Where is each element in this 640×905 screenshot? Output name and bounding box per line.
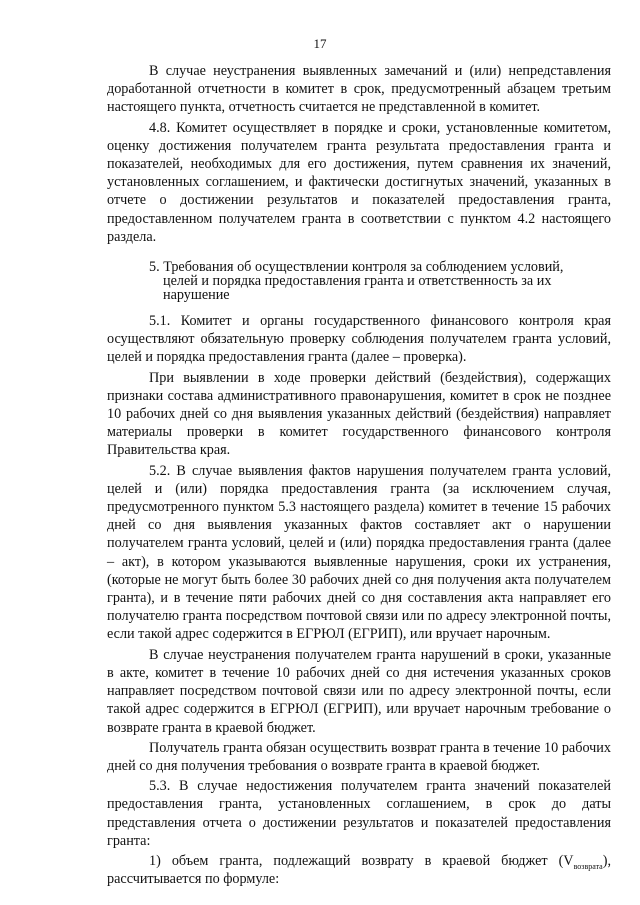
section-heading-line: целей и порядка предоставления гранта и ответственность за их: [163, 273, 552, 290]
formula-text-after: ), рассчитывается по формуле:: [107, 852, 611, 888]
paragraph-return-obligation: Получатель гранта обязан осуществить возврат гранта в течение 10 рабочих дней со дня получения требования о возврате гранта в краевой бюджет.: [107, 739, 611, 774]
paragraph-reporting-deficiencies: В случае неустранения выявленных замечаний и (или) непредставления доработанной отчетности в комитет в срок, предусмотренный абзацем третьим настоящего пункта, отчетность считается не представленной в комитет.: [107, 63, 611, 116]
paragraph-5-2: 5.2. В случае выявления фактов нарушения получателем гранта условий, целей и (или) порядка предоставления гранта (за исключением случая, предусмотренного пунктом 5.3 настоящего раздела) комитет в течение 15 рабочих дней со дня выявления указанных фактов составляет акт о нарушении получателем гранта условий, целей и (или) порядка предоставления гранта (далее – акт), в котором указываются выявленные нарушения, сроки их устранения, (которые не могут быть более 30 рабочих дней со дня получения акта получателем гранта), и в течение пяти рабочих дней со дня составления акта направляет его получателю гранта посредством почтовой связи или по адресу электронной почты, если такой адрес содержится в ЕГРЮЛ (ЕГРИП), или вручает нарочным.: [107, 462, 611, 643]
section-heading-line: нарушение: [163, 287, 230, 304]
paragraph-formula-item: [107, 852, 611, 888]
section-heading-line: 5. Требования об осуществлении контроля за соблюдением условий,: [149, 259, 564, 276]
page-number: 17: [313, 36, 327, 51]
formula-subscript: возврата: [573, 861, 603, 871]
paragraph-admin-violation: При выявлении в ходе проверки действий (бездействия), содержащих признаки состава административного правонарушения, комитет в срок не позднее 10 рабочих дней со дня выявления указанных действий (бездействия) направляет материалы проверки в комитет государственного финансового контроля Правительства края.: [107, 369, 611, 459]
paragraph-4-8: 4.8. Комитет осуществляет в порядке и сроки, установленные комитетом, оценку достижения получателем гранта результата предоставления гранта и показателей, необходимых для его достижения, путем сравнения их значений, установленных соглашением, и фактически достигнутых значений, указанных в отчете о достижении результатов и показателей предоставления гранта, предоставленном получателем гранта в соответствии с пунктом 4.2 настоящего раздела.: [107, 119, 611, 245]
section-5-heading: [107, 260, 611, 302]
paragraph-5-3: 5.3. В случае недостижения получателем гранта значений показателей предоставления гранта, установленных соглашением, в срок до даты представления отчета о достижении результатов и показателей предоставления гранта:: [107, 778, 611, 849]
paragraph-5-1: 5.1. Комитет и органы государственного финансового контроля края осуществляют обязательную проверку соблюдения получателем гранта условий, целей и порядка предоставления гранта (далее – проверка).: [107, 313, 611, 366]
paragraph-return-demand: В случае неустранения получателем гранта нарушений в сроки, указанные в акте, комитет в течение 10 рабочих дней со дня истечения указанных сроков направляет посредством почтовой связи или по адресу электронной почты, если такой адрес содержится в ЕГРЮЛ (ЕГРИП), или вручает нарочным требование о возврате гранта в краевой бюджет.: [107, 646, 611, 736]
formula-text-before: 1) объем гранта, подлежащий возврату в краевой бюджет (V: [149, 852, 574, 869]
document-body: [107, 62, 611, 890]
